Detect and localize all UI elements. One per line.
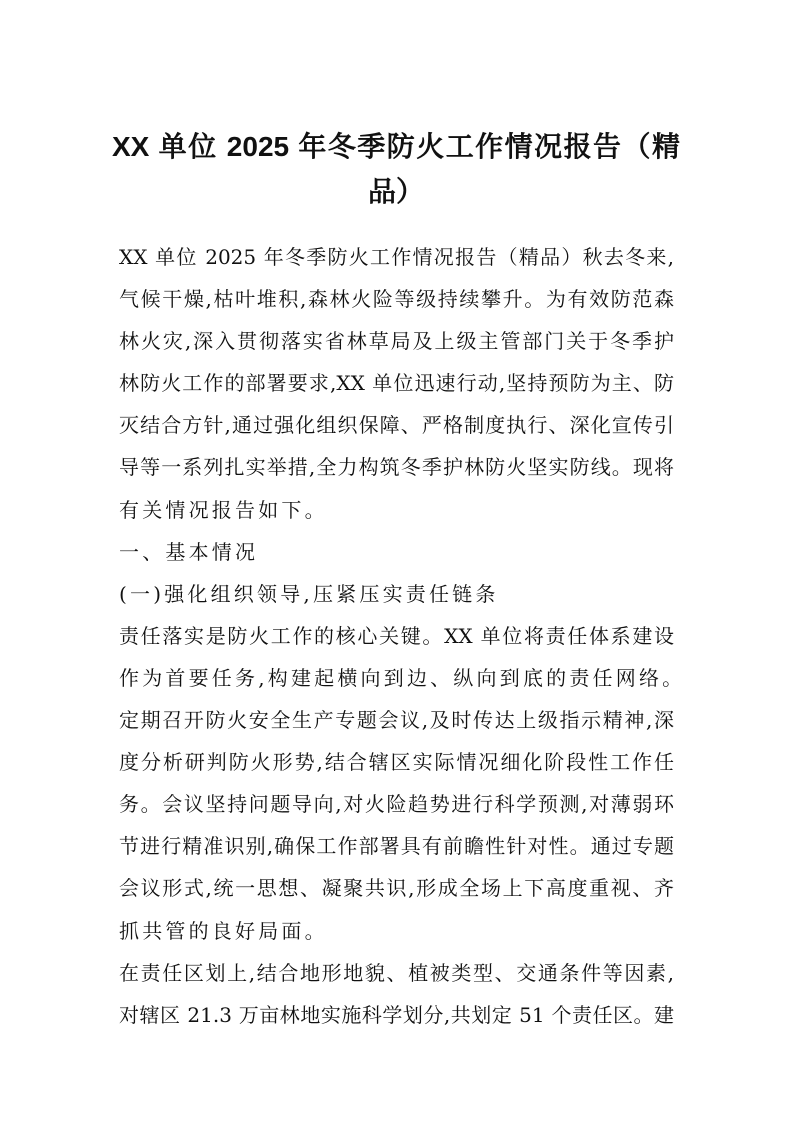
paragraph-line: (一)强化组织领导,压紧压实责任链条 [119, 581, 499, 606]
paragraph-line: 对辖区 21.3 万亩林地实施科学划分,共划定 51 个责任区。建 [119, 1002, 674, 1027]
paragraph-line: 会议形式,统一思想、凝聚共识,形成全场上下高度重视、齐 [119, 876, 674, 901]
paragraph-line: 在责任区划上,结合地形地貌、植被类型、交通条件等因素, [119, 960, 674, 985]
paragraph-line: 节进行精准识别,确保工作部署具有前瞻性针对性。通过专题 [119, 834, 674, 859]
paragraph [119, 699, 674, 952]
paragraph [119, 573, 674, 615]
paragraph [119, 236, 674, 531]
paragraph-line: 责任落实是防火工作的核心关键。XX 单位将责任体系建设 [119, 623, 674, 648]
paragraph-line: 定期召开防火安全生产专题会议,及时传达上级指示精神,深 [119, 708, 674, 733]
paragraph-line: 导等一系列扎实举措,全力构筑冬季护林防火坚实防线。现将 [119, 455, 674, 480]
paragraph [119, 615, 686, 699]
paragraph-line: 作为首要任务,构建起横向到边、纵向到底的责任网络。 [119, 665, 686, 690]
paragraph [119, 531, 674, 573]
document-title [112, 124, 680, 214]
title-line-1: XX 单位 2025 年冬季防火工作情况报告（精 [112, 131, 680, 162]
paragraph-line: 有关情况报告如下。 [119, 497, 328, 522]
title-line-2: 品） [367, 176, 424, 207]
document-body [119, 236, 686, 1036]
paragraph-line: XX 单位 2025 年冬季防火工作情况报告（精品）秋去冬来, [119, 245, 674, 269]
paragraph [119, 952, 674, 1036]
paragraph-line: 抓共管的良好局面。 [119, 918, 328, 943]
paragraph-line: 一、基本情况 [119, 539, 259, 564]
paragraph-line: 灭结合方针,通过强化组织保障、严格制度执行、深化宣传引 [119, 413, 674, 438]
paragraph-line: 林防火工作的部署要求,XX 单位迅速行动,坚持预防为主、防 [119, 371, 674, 396]
paragraph-line: 林火灾,深入贯彻落实省林草局及上级主管部门关于冬季护 [119, 329, 674, 354]
paragraph-line: 务。会议坚持问题导向,对火险趋势进行科学预测,对薄弱环 [119, 792, 674, 817]
paragraph-line: 度分析研判防火形势,结合辖区实际情况细化阶段性工作任 [119, 750, 674, 775]
paragraph-line: 气候干燥,枯叶堆积,森林火险等级持续攀升。为有效防范森 [119, 287, 674, 312]
